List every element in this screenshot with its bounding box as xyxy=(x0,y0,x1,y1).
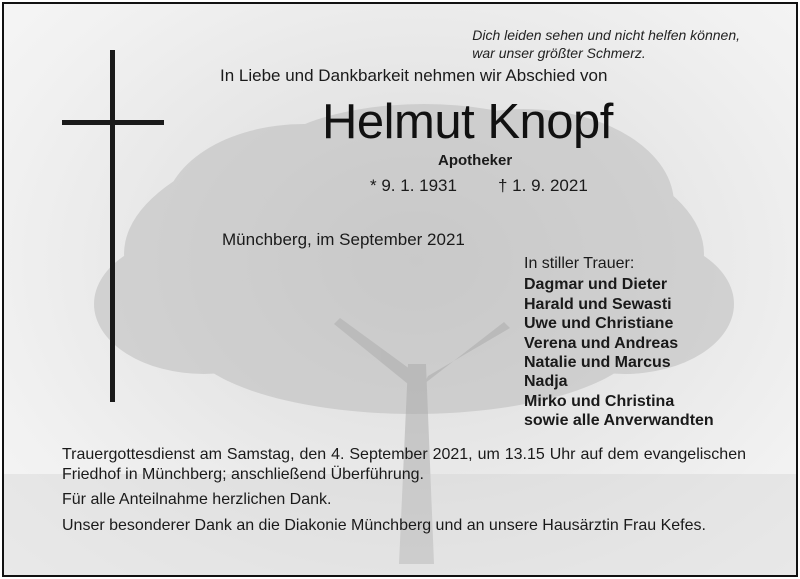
thanks-text: Für alle Anteilnahme herzlichen Dank. xyxy=(62,491,332,508)
mourner-name: Dagmar und Dieter xyxy=(524,276,668,294)
motto-line-2: war unser größter Schmerz. xyxy=(472,45,646,61)
obituary-notice xyxy=(2,2,798,577)
mourner-name: Harald und Sewasti xyxy=(524,295,672,313)
intro-text: In Liebe und Dankbarkeit nehmen wir Abschied von xyxy=(220,66,608,85)
service-info: Trauergottesdienst am Samstag, den 4. September 2021, um 13.15 Uhr auf dem evangelischen Friedhof in Münchberg; anschließend Überführung. xyxy=(62,446,746,483)
cross-horizontal-bar xyxy=(62,120,164,125)
mourner-name: Uwe und Christiane xyxy=(524,315,674,333)
place-and-date: Münchberg, im September 2021 xyxy=(222,230,465,249)
cross-vertical-bar xyxy=(110,50,115,402)
mourner-name: Natalie und Marcus xyxy=(524,354,671,372)
death-date: † 1. 9. 2021 xyxy=(498,176,588,195)
mourner-name: Verena und Andreas xyxy=(524,334,679,352)
notes-block xyxy=(62,445,746,541)
mourner-name: Nadja xyxy=(524,373,568,391)
deceased-name: Helmut Knopf xyxy=(322,95,613,149)
mourners-block xyxy=(524,254,714,431)
mourner-name: sowie alle Anverwandten xyxy=(524,412,714,430)
motto-line-1: Dich leiden sehen und nicht helfen können, xyxy=(472,27,740,43)
birth-date: * 9. 1. 1931 xyxy=(370,176,457,195)
mourner-name: Mirko und Christina xyxy=(524,392,675,410)
motto-quote xyxy=(472,26,740,62)
mourners-title: In stiller Trauer: xyxy=(524,255,635,272)
mourners-list xyxy=(524,275,714,430)
profession: Apotheker xyxy=(438,152,513,169)
special-thanks-text: Unser besonderer Dank an die Diakonie Münchberg und an unsere Hausärztin Frau Kefes. xyxy=(62,516,706,534)
